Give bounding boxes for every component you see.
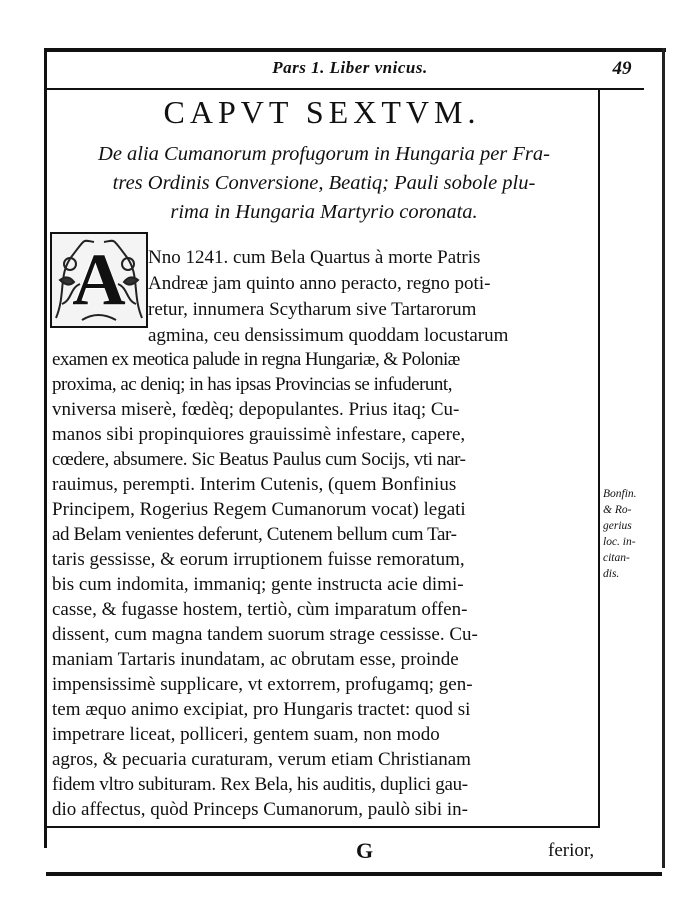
footer-rule xyxy=(46,872,662,876)
subtitle-line: De alia Cumanorum profugorum in Hungaria per Fra- xyxy=(98,143,550,165)
marginal-note-line: & Ro- xyxy=(603,504,632,516)
header-rule xyxy=(46,88,644,90)
signature-mark: G xyxy=(356,838,374,863)
catchword: ferior, xyxy=(548,840,595,861)
frame-right-rule xyxy=(662,48,665,868)
body-line: Andreæ jam quinto anno peracto, regno poti- xyxy=(148,273,491,294)
body-line: dissent, cum magna tandem suorum strage cessisse. Cu- xyxy=(52,624,478,645)
marginal-note-line: gerius xyxy=(603,520,632,532)
body-line: fidem vltro subituram. Rex Bela, his auditis, duplici gau- xyxy=(52,774,468,795)
body-line: retur, innumera Scytharum sive Tartarorum xyxy=(148,299,477,320)
frame-left-rule xyxy=(44,48,47,848)
body-line: bis cum indomita, immaniq; gente instructa acie dimi- xyxy=(52,574,464,595)
body-line: vniversa miserè, fœdèq; depopulantes. Prius itaq; Cu- xyxy=(52,399,460,420)
body-line: dio affectus, quòd Princeps Cumanorum, paulò sibi in- xyxy=(52,799,469,820)
frame-top-rule xyxy=(46,48,666,52)
body-line: cœdere, absumere. Sic Beatus Paulus cum Socijs, vti nar- xyxy=(52,449,466,470)
body-line: ad Belam venientes deferunt, Cutenem bellum cum Tar- xyxy=(52,524,457,545)
marginal-note-line: loc. in- xyxy=(603,536,636,548)
subtitle-line: rima in Hungaria Martyrio coronata. xyxy=(170,201,478,223)
subtitle-line: tres Ordinis Conversione, Beatiq; Pauli sobole plu- xyxy=(112,172,536,194)
body-line: tem æquo animo excipiat, pro Hungaris tractet: quod si xyxy=(52,699,471,720)
body-line: examen ex meotica palude in regna Hungariæ, & Poloniæ xyxy=(52,349,460,370)
marginal-note-line: Bonfin. xyxy=(603,488,637,500)
body-line: taris gessisse, & eorum irruptionem fuisse remoratum, xyxy=(52,549,465,570)
body-line: maniam Tartaris inundatam, ac obrutam esse, proinde xyxy=(52,649,459,670)
body-line: Nno 1241. cum Bela Quartus à morte Patris xyxy=(148,247,481,268)
body-line: rauimus, perempti. Interim Cutenis, (quem Bonfinius xyxy=(52,474,457,495)
marginal-note xyxy=(603,486,663,582)
chapter-title: CAPVT SEXTVM. xyxy=(163,94,481,130)
body-line: agmina, ceu densissimum quoddam locustarum xyxy=(148,325,509,346)
marginal-note-line: citan- xyxy=(603,552,630,564)
decorated-initial xyxy=(50,232,148,328)
body-line: agros, & pecuaria curaturam, verum etiam Christianam xyxy=(52,749,471,770)
margin-column-rule xyxy=(598,90,600,828)
body-line: casse, & fugasse hostem, tertiò, cùm imparatum offen- xyxy=(52,599,468,620)
initial-letter: A xyxy=(72,239,126,321)
body-line: Principem, Rogerius Regem Cumanorum vocat) legati xyxy=(52,499,466,520)
body-line: impensissimè supplicare, vt extorrem, profugamq; gen- xyxy=(52,674,473,695)
body-line: impetrare liceat, polliceri, gentem suam, non modo xyxy=(52,724,440,745)
chapter-subtitle xyxy=(64,140,584,227)
running-head: Pars 1. Liber vnicus. xyxy=(272,58,428,77)
body-line: manos sibi propinquiores grauissimè infestare, capere, xyxy=(52,424,466,445)
marginal-note-line: dis. xyxy=(603,568,620,580)
text-bottom-rule xyxy=(46,826,598,828)
page-number: 49 xyxy=(612,58,632,79)
body-line: proxima, ac deniq; in has ipsas Provincias se infuderunt, xyxy=(52,374,452,395)
